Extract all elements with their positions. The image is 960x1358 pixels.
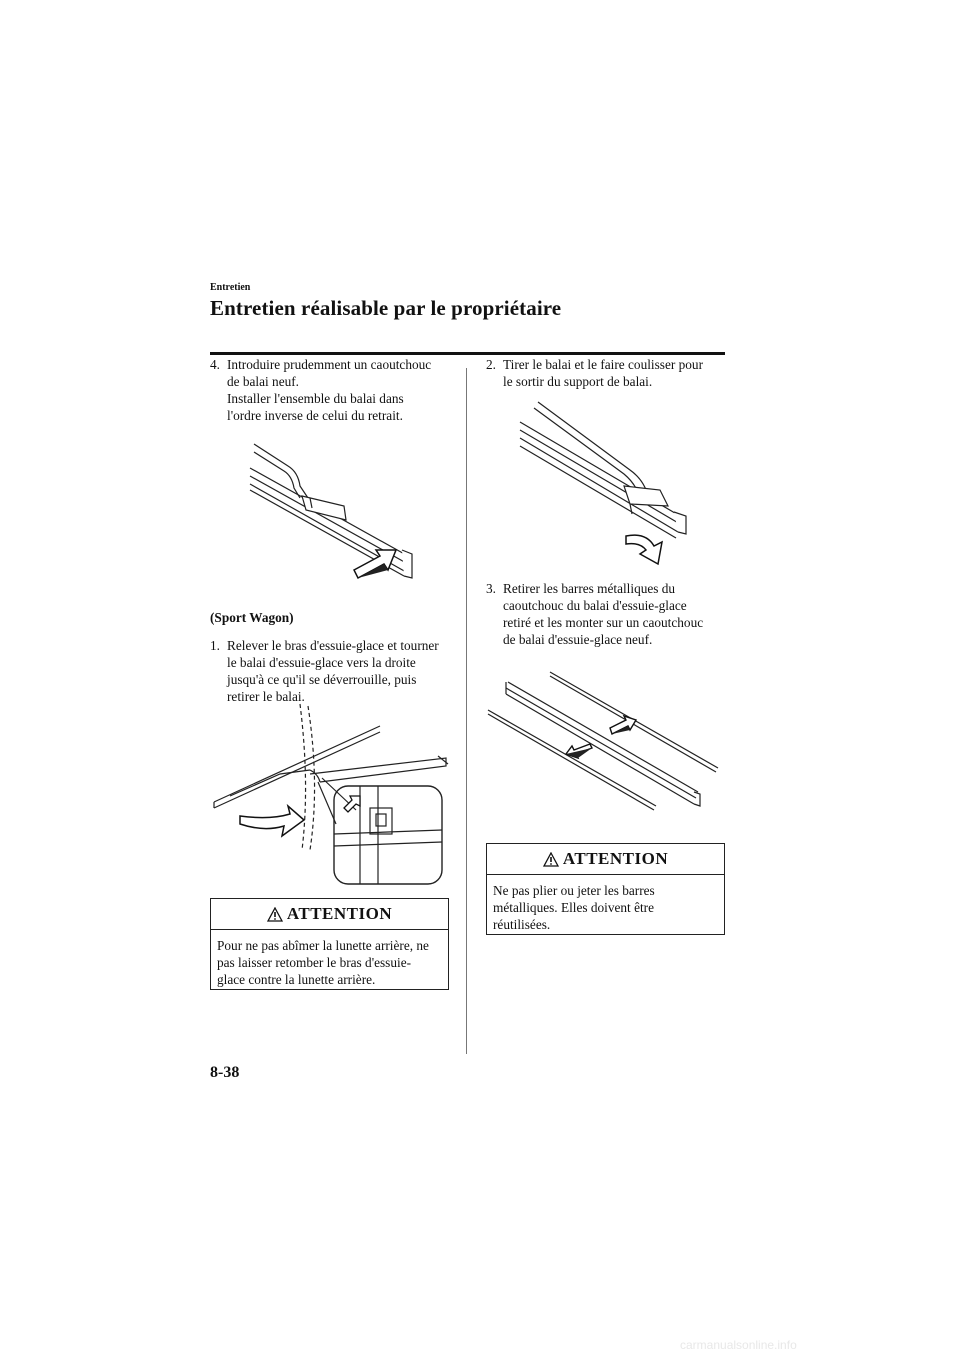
attention-line: réutilisées.: [493, 917, 551, 932]
step-line: Retirer les barres métalliques du: [503, 581, 676, 596]
step-line: Tirer le balai et le faire coulisser pour: [503, 357, 703, 372]
step-line: l'ordre inverse de celui du retrait.: [227, 408, 403, 423]
direction-arrow-icon: [240, 806, 304, 836]
attention-line: Pour ne pas abîmer la lunette arrière, ne: [217, 938, 429, 953]
step-line: caoutchouc du balai d'essuie-glace: [503, 598, 687, 613]
attention-header: [211, 899, 448, 930]
attention-line: métalliques. Elles doivent être: [493, 900, 654, 915]
step-line: le sortir du support de balai.: [503, 374, 653, 389]
attention-text: [211, 930, 448, 995]
step-number: 4.: [210, 357, 220, 372]
step-line: Introduire prudemment un caoutchouc: [227, 357, 432, 372]
attention-box-left: [210, 898, 449, 990]
page-number: 8-38: [210, 1064, 240, 1081]
subheading-sport-wagon: (Sport Wagon): [210, 610, 294, 625]
detail-inset: [334, 786, 442, 884]
step-line: jusqu'à ce qu'il se déverrouille, puis: [227, 672, 417, 687]
step-2: [486, 356, 724, 390]
step-line: Relever le bras d'essuie-glace et tourner: [227, 638, 439, 653]
attention-line: pas laisser retomber le bras d'essuie-: [217, 955, 412, 970]
step-1: [210, 637, 460, 705]
attention-title: ATTENTION: [562, 849, 669, 868]
step-4: [210, 356, 460, 424]
step-number: 2.: [486, 357, 496, 372]
warning-triangle-icon: [543, 852, 559, 867]
step-line: retirer le balai.: [227, 689, 305, 704]
attention-box-right: [486, 843, 725, 935]
column-divider: [466, 368, 467, 1054]
step-number: 3.: [486, 581, 496, 596]
section-label: Entretien: [210, 282, 251, 293]
attention-title: ATTENTION: [286, 904, 393, 923]
step-line: de balai d'essuie-glace neuf.: [503, 632, 653, 647]
watermark: carmanualsonline.info: [680, 1338, 797, 1352]
direction-arrow-icon: [626, 535, 662, 564]
page-title: Entretien réalisable par le propriétaire: [210, 296, 562, 320]
warning-triangle-icon: [267, 907, 283, 922]
metal-bars-illustration: [486, 668, 722, 810]
attention-line: Ne pas plier ou jeter les barres: [493, 883, 655, 898]
wiper-blade-slide-out-illustration: [520, 400, 690, 568]
step-number: 1.: [210, 638, 220, 653]
step-3: [486, 580, 724, 648]
step-line: Installer l'ensemble du balai dans: [227, 391, 404, 406]
attention-header: [487, 844, 724, 875]
attention-line: glace contre la lunette arrière.: [217, 972, 376, 987]
title-rule: [210, 352, 725, 355]
wiper-blade-insert-illustration: [250, 438, 430, 586]
rear-wiper-release-illustration: [210, 704, 450, 886]
step-line: de balai neuf.: [227, 374, 299, 389]
step-line: le balai d'essuie-glace vers la droite: [227, 655, 416, 670]
attention-text: [487, 875, 724, 940]
step-line: retiré et les monter sur un caoutchouc: [503, 615, 704, 630]
